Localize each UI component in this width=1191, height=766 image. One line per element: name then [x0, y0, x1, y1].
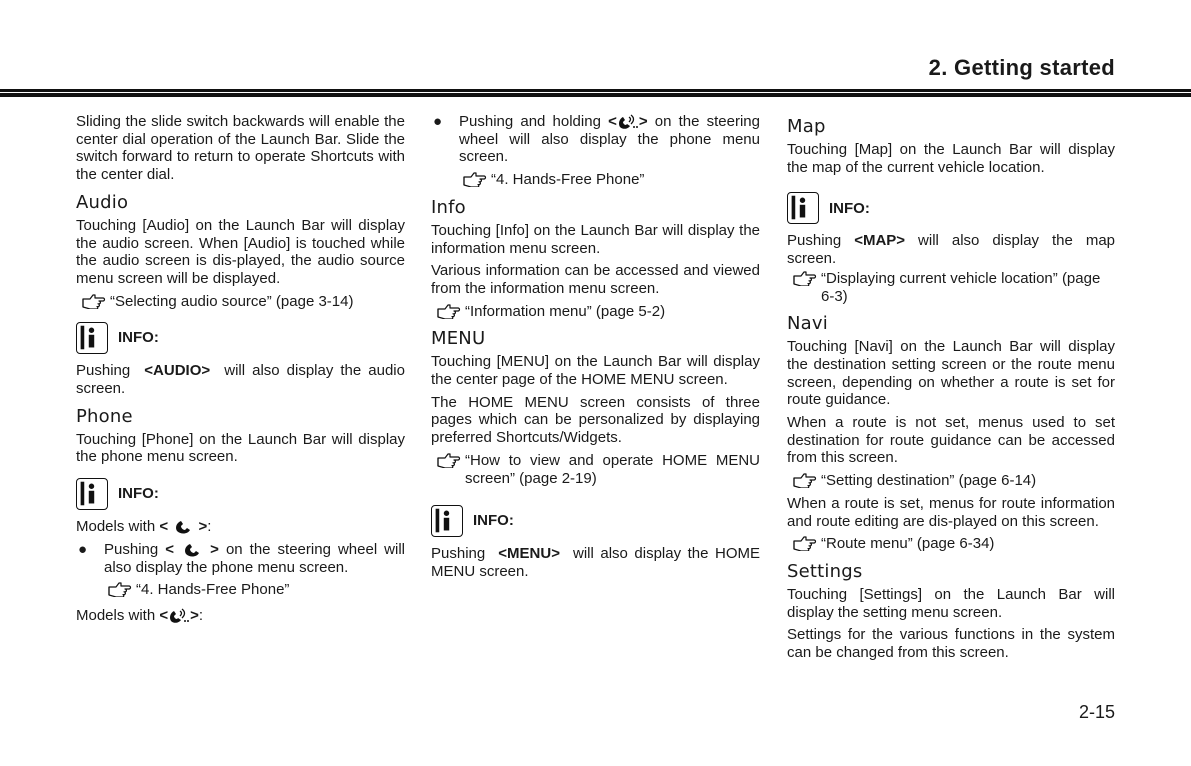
info-text-prefix: Pushing [431, 545, 486, 563]
info-icon [431, 505, 463, 537]
info-label: INFO: [829, 199, 870, 217]
settings-paragraph-2: Settings for the various functions in the system can be changed from this screen. [787, 626, 1115, 662]
setting-destination-reference[interactable] [793, 472, 1115, 490]
column-2 [431, 113, 760, 586]
pointing-hand-reference-icon [108, 581, 132, 597]
information-menu-reference[interactable] [437, 303, 760, 321]
bullet-prefix: Pushing [104, 540, 159, 558]
key-open-bracket: < [159, 518, 169, 536]
info-icon [76, 478, 108, 510]
audio-info-text [76, 362, 405, 397]
hands-free-reference-text[interactable]: “4. Hands-Free Phone” [491, 171, 645, 189]
info-heading: Info [431, 196, 466, 218]
pointing-hand-reference-icon [793, 535, 817, 551]
info-paragraph-1: Touching [Info] on the Launch Bar will display the information menu screen. [431, 221, 760, 257]
navi-paragraph-3: When a route is set, menus for route information and route editing are dis-played on this screen. [787, 494, 1115, 530]
navi-heading: Navi [787, 313, 828, 335]
info-icon [787, 192, 819, 224]
bullet-dot: ● [78, 540, 88, 558]
audio-info-header [76, 322, 405, 354]
home-menu-reference[interactable] [437, 452, 760, 487]
menu-key-label: <MENU> [498, 545, 560, 563]
pointing-hand-reference-icon [437, 452, 461, 468]
voice-bullet-text [459, 113, 760, 166]
menu-info-header [431, 505, 760, 537]
menu-paragraph-1: Touching [MENU] on the Launch Bar will display the center page of the HOME MENU screen. [431, 353, 760, 389]
column-1 [76, 113, 405, 630]
map-heading: Map [787, 116, 826, 137]
colon: : [207, 518, 212, 536]
phone-handset-icon [172, 519, 194, 535]
settings-paragraph-1: Touching [Settings] on the Launch Bar will display the setting menu screen. [787, 585, 1115, 621]
key-close-bracket: > [210, 540, 219, 558]
setting-destination-reference-text[interactable]: “Setting destination” (page 6-14) [821, 472, 1037, 490]
map-paragraph: Touching [Map] on the Launch Bar will display the map of the current vehicle location. [787, 141, 1115, 176]
navi-paragraph-2: When a route is not set, menus used to set destination for route guidance can be accessed from this screen. [787, 414, 1115, 467]
bullet-dot: ● [433, 113, 443, 130]
audio-reference-text[interactable]: “Selecting audio source” (page 3-14) [110, 292, 354, 310]
info-text-suffix: will also display the audio screen. [76, 362, 405, 398]
phone-bullet-item [76, 541, 405, 576]
audio-paragraph: Touching [Audio] on the Launch Bar will display the audio screen. When [Audio] is touched while the audio screen is dis-played, the audio source menu screen will be displayed. [76, 216, 405, 287]
models-with-text: Models with [76, 518, 156, 536]
header-rule [0, 89, 1191, 97]
key-open-bracket: < [159, 606, 169, 624]
map-info-text [787, 232, 1115, 267]
key-close-bracket: > [198, 518, 208, 536]
key-close-bracket: > [190, 606, 199, 624]
info-label: INFO: [118, 329, 159, 347]
info-text-prefix: Pushing [787, 232, 842, 250]
audio-key-label: <AUDIO> [144, 362, 211, 380]
phone-paragraph: Touching [Phone] on the Launch Bar will display the phone menu screen. [76, 430, 405, 466]
menu-info-text [431, 545, 760, 580]
chapter-title: 2. Getting started [928, 55, 1115, 80]
hands-free-reference[interactable] [108, 581, 405, 599]
audio-heading: Audio [76, 191, 129, 213]
phone-heading: Phone [76, 405, 133, 427]
key-close-bracket: > [638, 113, 648, 130]
pointing-hand-reference-icon [793, 270, 817, 286]
route-menu-reference-text[interactable]: “Route menu” (page 6-34) [821, 535, 995, 553]
page-number: 2-15 [1078, 702, 1115, 722]
info-label: INFO: [473, 512, 514, 530]
info-text-suffix: will also display the map screen. [787, 232, 1116, 268]
vehicle-location-reference-text[interactable]: “Displaying current vehicle location” (page 6-3) [821, 269, 1101, 305]
info-text-suffix: will also display the HOME MENU screen. [431, 545, 760, 580]
map-key-label: <MAP> [854, 232, 906, 250]
voice-talk-icon [168, 608, 190, 624]
bullet-prefix: Pushing and holding [459, 113, 601, 130]
column-3 [787, 113, 1115, 667]
vehicle-location-reference[interactable] [793, 270, 1115, 305]
models-with-text: Models with [76, 606, 156, 624]
info-text-prefix: Pushing [76, 362, 131, 380]
pointing-hand-reference-icon [82, 293, 106, 309]
models-with-voice-line [76, 607, 405, 625]
menu-heading: MENU [431, 328, 486, 350]
info-label: INFO: [118, 485, 159, 503]
hands-free-reference-text[interactable]: “4. Hands-Free Phone” [136, 581, 290, 599]
audio-reference[interactable] [82, 293, 405, 311]
phone-handset-icon [181, 542, 203, 558]
phone-bullet-text [104, 541, 405, 576]
phone-info-header [76, 478, 405, 510]
pointing-hand-reference-icon [463, 171, 487, 187]
info-paragraph-2: Various information can be accessed and viewed from the information menu screen. [431, 262, 760, 297]
navi-paragraph-1: Touching [Navi] on the Launch Bar will display the destination setting screen or the route menu screen, depending on whether a route is set for route guidance. [787, 338, 1115, 409]
key-open-bracket: < [608, 113, 617, 130]
intro-paragraph: Sliding the slide switch backwards will enable the center dial operation of the Launch Bar. Slide the switch forward to return to operate Shortcuts with the center dial. [76, 113, 405, 184]
pointing-hand-reference-icon [437, 303, 461, 319]
bullet-suffix: on the steering wheel will also display the phone menu screen. [104, 540, 406, 576]
settings-heading: Settings [787, 560, 863, 582]
information-menu-reference-text[interactable]: “Information menu” (page 5-2) [465, 302, 666, 320]
voice-bullet-item [431, 113, 760, 166]
bullet-suffix: on the steering wheel will also display the phone menu screen. [459, 113, 760, 166]
info-icon [76, 322, 108, 354]
key-open-bracket: < [165, 540, 175, 558]
map-info-header [787, 192, 1115, 224]
home-menu-reference-text[interactable]: “How to view and operate HOME MENU screen” (page 2-19) [465, 451, 760, 487]
hands-free-reference-2[interactable] [463, 171, 760, 189]
voice-talk-icon [617, 114, 639, 130]
pointing-hand-reference-icon [793, 472, 817, 488]
models-with-phone-line [76, 518, 405, 536]
route-menu-reference[interactable] [793, 535, 1115, 553]
menu-paragraph-2: The HOME MENU screen consists of three pages which can be personalized by displaying preferred Shortcuts/Widgets. [431, 393, 760, 447]
colon: : [198, 606, 204, 624]
